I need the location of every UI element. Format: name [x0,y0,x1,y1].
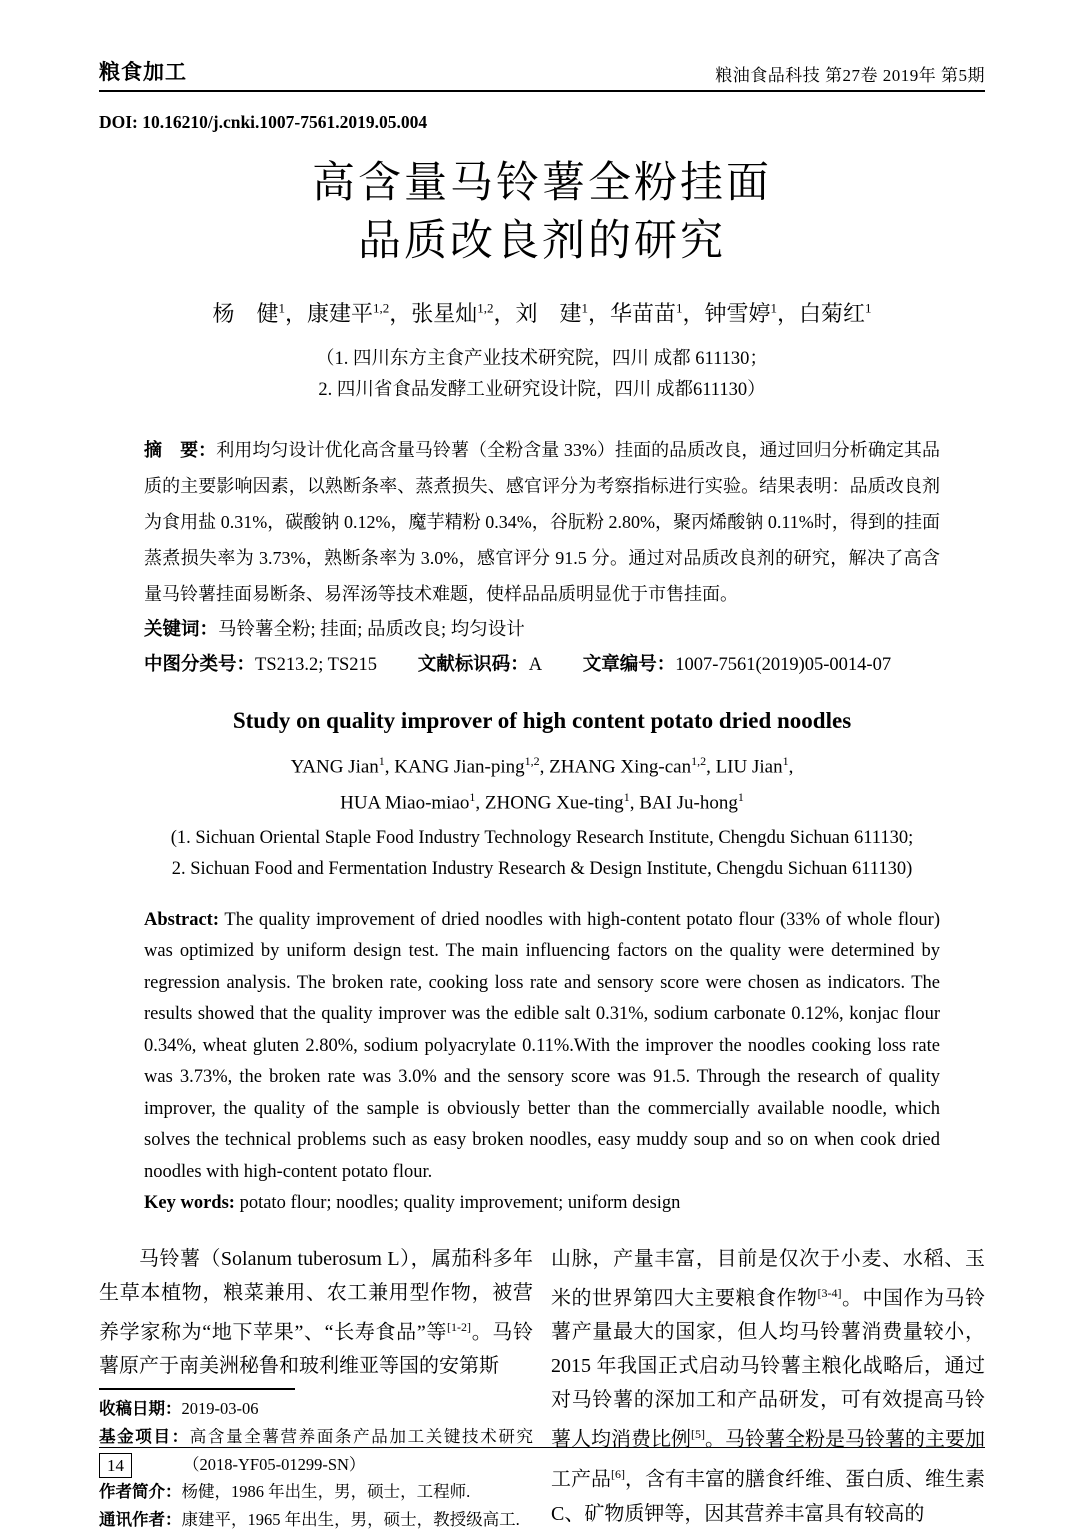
author-affil-superscript: 1 [278,300,285,316]
author-affil-superscript: 1 [581,300,588,316]
citation-ref: [1-2] [447,1319,472,1334]
footnote-received-date: 收稿日期：2019-03-06 [99,1399,259,1419]
affiliation-cn-2: 2. 四川省食品发酵工业研究设计院，四川 成都611130） [318,380,766,400]
body-columns [99,1242,985,1535]
body-paragraph: 山脉，产量丰富，目前是仅次于小麦、水稻、玉米的世界第四大主要粮食作物[3-4]。中国作为马铃薯产量最大的国家，但人均马铃薯消费量较小，2015 年我国正式启动马铃薯主粮化战略后，通过对马铃薯的深加工和产品研发，可有效提高马铃薯人均消费比例[5]。马铃薯全粉是马铃薯的主要加工产品[6]，含有丰富的膳食纤维、蛋白质、维生素 C、矿物质钾等，因其营养丰富具有较高的 [551,1247,985,1525]
author-affil-superscript: 1,2 [477,300,494,316]
author-cn: ，张星灿$^{1,2}$ [389,300,494,326]
body-paragraph: 马铃薯（Solanum tuberosum L），属茄科多年生草本植物，粮菜兼用、农工兼用型作物，被营养学家称为“地下苹果”、“长寿食品”等[1-2]。马铃薯原产于南美洲秘鲁和玻利维亚等国的安第斯 [99,1247,534,1378]
affiliations-en [99,823,985,885]
affiliation-en-2: 2. Sichuan Food and Fermentation Industry Research & Design Institute, Chengdu Sichuan 611130) [171,858,913,879]
page-number: 14 [99,1453,132,1478]
keywords-en [144,1188,940,1220]
keywords-cn [144,612,940,647]
footnote-fund-project: 基金项目：高含量全薯营养面条产品加工关键技术研究（2018-YF05-01299-SN） [99,1427,534,1475]
section-label: 粮食加工 [99,61,187,84]
keywords-cn-text: 马铃薯全粉; 挂面; 品质改良; 均匀设计 [218,620,525,640]
footnote-label: 收稿日期： [99,1400,182,1419]
author-affil-superscript: 1 [378,754,385,768]
abstract-en [144,905,940,1189]
author-affil-superscript: 1,2 [372,300,390,316]
article-title-en: Study on quality improver of high content potato dried noodles [232,708,852,733]
author-affil-superscript: 1 [770,300,778,316]
footnote-author-bio: 作者简介：杨健，1986 年出生，男，硕士，工程师. [99,1482,471,1502]
authors-en-line1: YANG Jian$^1$, KANG Jian-ping$^{1,2}$, ZHANG Xing-can$^{1,2}$, LIU Jian$^1$, [290,754,794,778]
body-column-left [99,1242,533,1535]
author-cn: ，康建平$^{1,2}$ [284,300,390,326]
footnote-label: 通讯作者： [99,1511,182,1530]
author-affil-superscript: 1,2 [691,754,707,768]
citation-ref: [6] [611,1466,625,1481]
author-cn: 杨 健$^1$ [212,300,285,326]
abstract-cn-text: 利用均匀设计优化高含量马铃薯（全粉含量 33%）挂面的品质改良，通过回归分析确定其品质的主要影响因素，以熟断条率、蒸煮损失、感官评分为考察指标进行实验。结果表明：品质改良剂为食用盐 0.31%，碳酸钠 0.12%，魔芋精粉 0.34%，谷朊粉 2.80%，聚丙烯酸钠 0.11%时，得到的挂面蒸煮损失率为 3.73%，熟断条率为 3.0%，感官评分 91.5 分。通过对品质改良剂的研究，解决了高含量马铃薯挂面易断条、易浑汤等技术难题，使样品品质明显优于市售挂面。 [144,440,940,604]
authors-cn [99,297,985,328]
citation-ref: [3-4] [817,1285,842,1300]
author-affil-superscript: 1 [469,790,476,805]
authors-en [99,746,985,819]
doi-line: DOI: 10.16210/j.cnki.1007-7561.2019.05.004 [99,112,428,132]
footnote-label: 基金项目： [99,1428,190,1447]
keywords-cn-label: 关键词： [144,618,219,639]
affiliation-cn-1: （1. 四川东方主食产业技术研究院，四川 成都 611130； [316,349,768,369]
author-cn: ，钟雪婷$^1$ [682,300,778,326]
author-affil-superscript: 1,2 [524,754,540,768]
author-affil-superscript: 1 [676,300,683,316]
authors-en-line2: HUA Miao-miao$^1$, ZHONG Xue-ting$^1$, BAI Ju-hong$^1$ [340,790,744,814]
author-affil-superscript: 1 [865,300,872,316]
author-cn: ，刘 建$^1$ [493,300,588,326]
page-bottom-rule [99,1447,985,1448]
author-affil-superscript: 1 [782,754,789,768]
article-id-value: 1007-7561(2019)05-0014-07 [675,655,892,675]
doc-code-label: 文献标识码： [417,653,529,674]
doc-code-value: A [528,655,543,675]
affiliations-cn [99,344,985,406]
journal-issue-info: 粮油食品科技 第27卷 2019年 第5期 [715,66,985,85]
classification-line [144,647,940,682]
footnote-corresponding-author: 通讯作者：康建平，1965 年出生，男，硕士，教授级高工. [99,1510,520,1530]
abstract-cn-label: 摘 要： [144,440,217,460]
body-column-right [551,1242,985,1535]
abstract-en-label: Abstract: [144,909,220,930]
article-id-label: 文章编号： [582,653,676,674]
article-title-cn-line2: 品质改良剂的研究 [358,218,726,265]
author-affil-superscript: 1 [737,790,744,805]
footnote-label: 作者简介： [99,1483,182,1502]
abstract-cn [144,432,940,612]
article-title-cn-line1: 高含量马铃薯全粉挂面 [312,160,772,207]
author-affil-superscript: 1 [623,790,630,805]
keywords-en-label: Key words: [144,1193,235,1214]
footnote-rule [99,1388,295,1390]
citation-ref: [5] [691,1427,705,1442]
clc-value: TS213.2; TS215 [255,655,377,675]
author-cn: ，白菊红$^1$ [777,300,872,326]
page-header [99,56,985,92]
footnote-block [99,1388,533,1534]
article-title-cn [99,155,985,271]
keywords-en-text: potato flour; noodles; quality improvement; uniform design [234,1193,681,1214]
author-cn: ，华苗苗$^1$ [588,300,683,326]
affiliation-en-1: (1. Sichuan Oriental Staple Food Industry Technology Research Institute, Chengdu Sichuan 611130; [170,827,914,848]
abstract-en-text: The quality improvement of dried noodles with high-content potato flour (33% of whole flour) was optimized by uniform design test. The main influencing factors on the quality were determined by regression analysis. The broken rate, cooking loss rate and sensory score were chosen as indicators. The results showed that the quality improver was the edible salt 0.31%, sodium carbonate 0.12%, konjac flour 0.34%, wheat gluten 2.80%, sodium polyacrylate 0.11%.With the improver the noodles cooking loss rate was 3.73%, the broken rate was 3.0% and the sensory score was 91.5. Through the research of quality improver, the quality of the sample is obviously better than the commercially available noodle, which solves the technical problems such as easy broken noodles, easy muddy soup and so on when cook dried noodles with high-content potato flour. [144,909,940,1182]
clc-label: 中图分类号： [144,653,256,674]
